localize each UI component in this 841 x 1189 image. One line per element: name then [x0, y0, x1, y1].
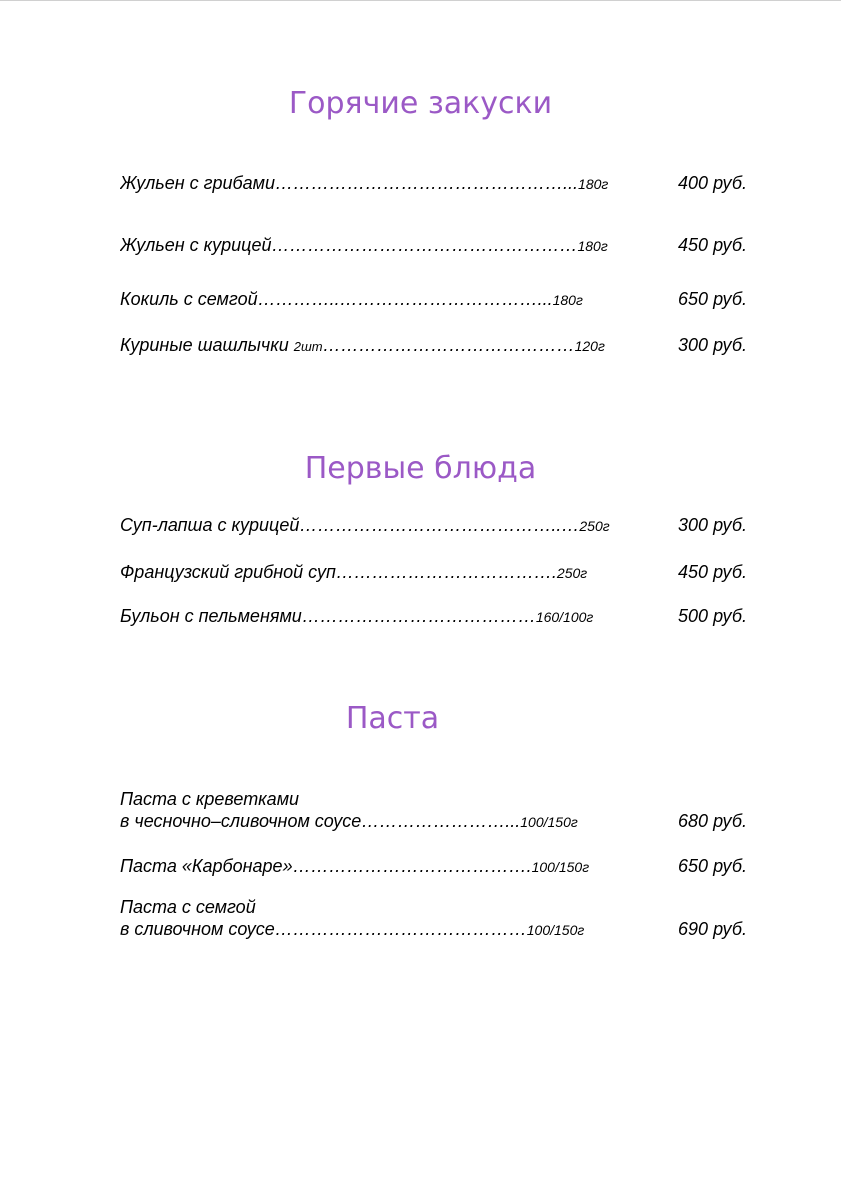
- item-name: Кокиль с семгой: [120, 289, 258, 309]
- item-price: 400 руб.: [678, 173, 747, 193]
- menu-item: [120, 288, 750, 310]
- item-dots: ……………………...: [361, 811, 521, 831]
- menu-item: [120, 605, 750, 627]
- item-dots: …………………………………………...: [275, 173, 579, 193]
- item-price: 680 руб.: [678, 811, 747, 831]
- menu-item: [120, 514, 750, 536]
- item-name: Бульон с пельменями: [120, 606, 302, 626]
- menu-item: [120, 855, 750, 877]
- item-name-second-line: в чесночно–сливочном соусе: [120, 811, 362, 831]
- section-title-pasta: Паста: [345, 701, 440, 736]
- item-name: Куриные шашлычки: [120, 335, 289, 355]
- item-dots: …………..……………………………...: [257, 289, 553, 309]
- item-weight: 180г: [578, 176, 609, 192]
- item-weight: 250г: [556, 565, 588, 581]
- item-price: 690 руб.: [678, 919, 747, 939]
- menu-item: [120, 896, 750, 940]
- item-weight: 180г: [577, 238, 608, 254]
- item-price: 500 руб.: [678, 606, 747, 626]
- item-weight: 100/150г: [526, 922, 585, 938]
- item-name: Паста с семгой: [120, 897, 256, 917]
- item-price: 650 руб.: [678, 289, 747, 309]
- item-dots: ……………………………………: [274, 919, 527, 939]
- menu-item: [120, 561, 750, 583]
- item-price: 450 руб.: [678, 235, 747, 255]
- item-name-second-line: в сливочном соусе: [120, 919, 275, 939]
- item-name: Паста с креветками: [120, 789, 300, 809]
- item-weight: 250г: [579, 518, 610, 534]
- item-price: 450 руб.: [678, 562, 747, 582]
- item-name: Суп-лапша с курицей: [120, 515, 300, 535]
- item-dots: ………………………………….: [292, 856, 532, 876]
- item-dots: ……………………………………..…: [299, 515, 580, 535]
- item-weight: 100/150г: [531, 859, 590, 875]
- item-price: 300 руб.: [678, 335, 747, 355]
- section-title-first-courses: Первые блюда: [304, 451, 537, 486]
- item-price: 650 руб.: [678, 856, 747, 876]
- section-title-hot-appetizers: Горячие закуски: [288, 86, 553, 121]
- item-dots: ……………………………….: [335, 562, 557, 582]
- menu-item: [120, 234, 750, 256]
- item-weight: 120г: [574, 338, 605, 354]
- item-price: 300 руб.: [678, 515, 747, 535]
- item-name: Жульен с курицей: [120, 235, 272, 255]
- item-name: Паста «Карбонаре»: [120, 856, 293, 876]
- item-note: 2шт: [293, 339, 323, 354]
- item-dots: ……………………………………: [322, 335, 575, 355]
- page-top-border: [0, 0, 841, 1]
- menu-item: [120, 334, 750, 356]
- item-weight: 180г: [552, 292, 583, 308]
- menu-item: [120, 788, 750, 832]
- item-name: Французский грибной суп: [120, 562, 336, 582]
- menu-item: [120, 172, 750, 194]
- item-weight: 100/150г: [520, 814, 578, 830]
- item-dots: …………………………………: [301, 606, 536, 626]
- item-name: Жульен с грибами: [120, 173, 276, 193]
- item-weight: 160/100г: [535, 609, 594, 625]
- item-dots: ……………………………………………: [271, 235, 578, 255]
